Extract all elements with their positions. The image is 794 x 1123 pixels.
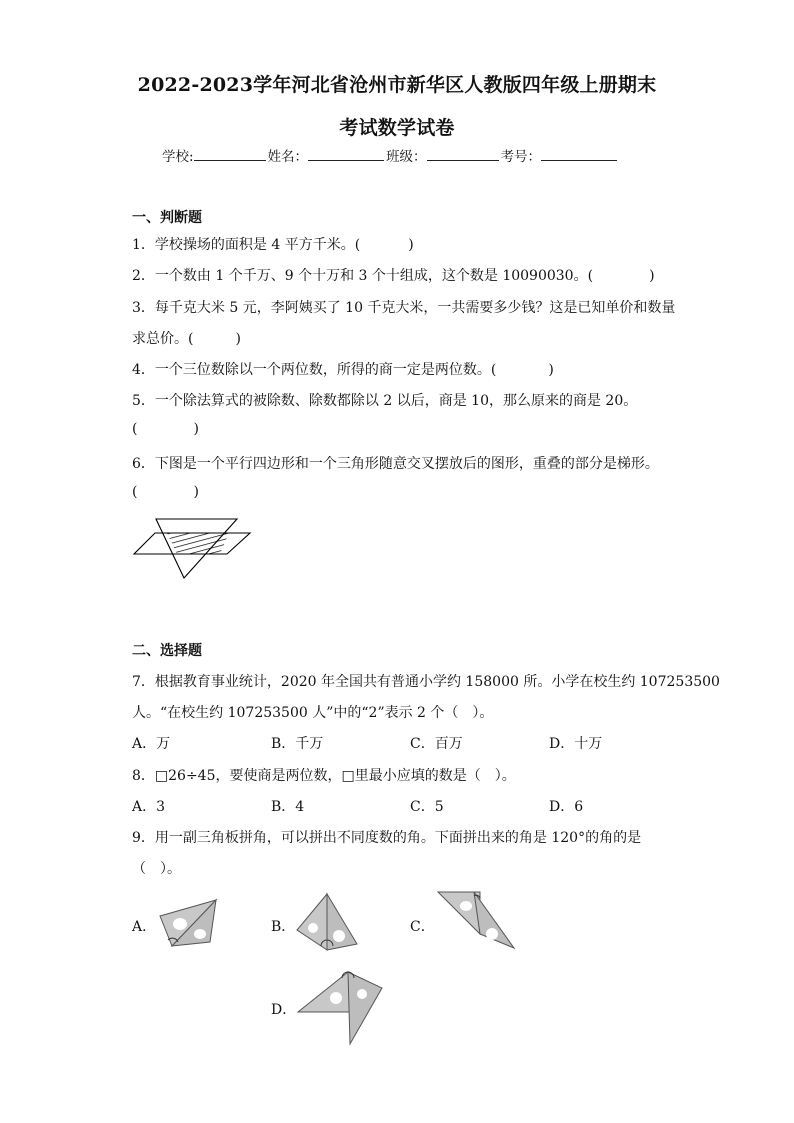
name-blank[interactable] [308,146,384,161]
set-square-figure-d[interactable] [296,968,386,1048]
q7-option-b[interactable]: B．千万 [271,736,324,752]
q9-option-d-label[interactable]: D． [271,1002,297,1018]
set-square-figure-b[interactable] [295,892,361,954]
q7-option-c[interactable]: C．百万 [410,736,463,752]
q8-option-a[interactable]: A．3 [132,799,166,815]
number-blank[interactable] [541,146,617,161]
section2-heading: 二、选择题 [132,643,202,659]
question-3-line2: 求总价。( ) [132,331,241,347]
page-title-line1: 2022-2023学年河北省沧州市新华区人教版四年级上册期末 [137,74,657,96]
question-6-line1: 6．下图是一个平行四边形和一个三角形随意交叉摆放后的图形，重叠的部分是梯形。 [132,456,659,472]
q9-option-b-label[interactable]: B． [271,919,296,935]
overlap-region [167,533,229,554]
q7-option-d[interactable]: D．十万 [549,736,603,752]
q8-option-c[interactable]: C．5 [410,799,444,815]
question-8: 8．□26÷45，要使商是两位数，□里最小应填的数是（ ）。 [132,768,516,784]
class-label: 班级： [386,149,427,165]
q9-option-a-label[interactable]: A． [132,919,157,935]
school-label: 学校: [162,149,194,165]
question-1: 1．学校操场的面积是 4 平方千米。( ) [132,237,414,253]
question-5-line1: 5．一个除法算式的被除数、除数都除以 2 以后，商是 10，那么原来的商是 20。 [132,393,638,409]
question-7-line1: 7．根据教育事业统计，2020 年全国共有普通小学约 158000 所。小学在校生约 107253500 [132,674,720,690]
parallelogram-triangle-figure [132,512,257,584]
set-square-figure-a[interactable] [158,896,222,952]
question-9-line1: 9．用一副三角板拼角，可以拼出不同度数的角。下面拼出来的角是 120°的角的是 [132,830,642,846]
name-label: 姓名： [267,149,309,165]
q7-option-a[interactable]: A．万 [132,736,171,752]
class-blank[interactable] [427,146,499,161]
question-3-line1: 3．每千克大米 5 元，李阿姨买了 10 千克大米，一共需要多少钱？这是已知单价和数量 [132,300,676,316]
page-title-line2: 考试数学试卷 [339,117,455,139]
q8-option-d[interactable]: D．6 [549,799,584,815]
number-label: 考号： [500,149,542,165]
question-9-line2: （ ）。 [132,861,181,877]
student-info-row [162,145,619,165]
section1-heading: 一、判断题 [132,210,202,226]
question-2: 2．一个数由 1 个千万、9 个十万和 3 个十组成，这个数是 10090030。( ) [132,268,655,284]
question-7-line2: 人。“在校生约 107253500 人”中的“2”表示 2 个（ ）。 [132,705,494,721]
school-blank[interactable] [194,146,266,161]
set-square-figure-c[interactable] [434,888,516,952]
question-5-line2: ( ) [132,421,199,437]
question-4: 4．一个三位数除以一个两位数，所得的商一定是两位数。( ) [132,362,554,378]
q8-option-b[interactable]: B．4 [271,799,305,815]
q9-option-c-label[interactable]: C． [410,919,435,935]
question-6-line2: ( ) [132,484,199,500]
